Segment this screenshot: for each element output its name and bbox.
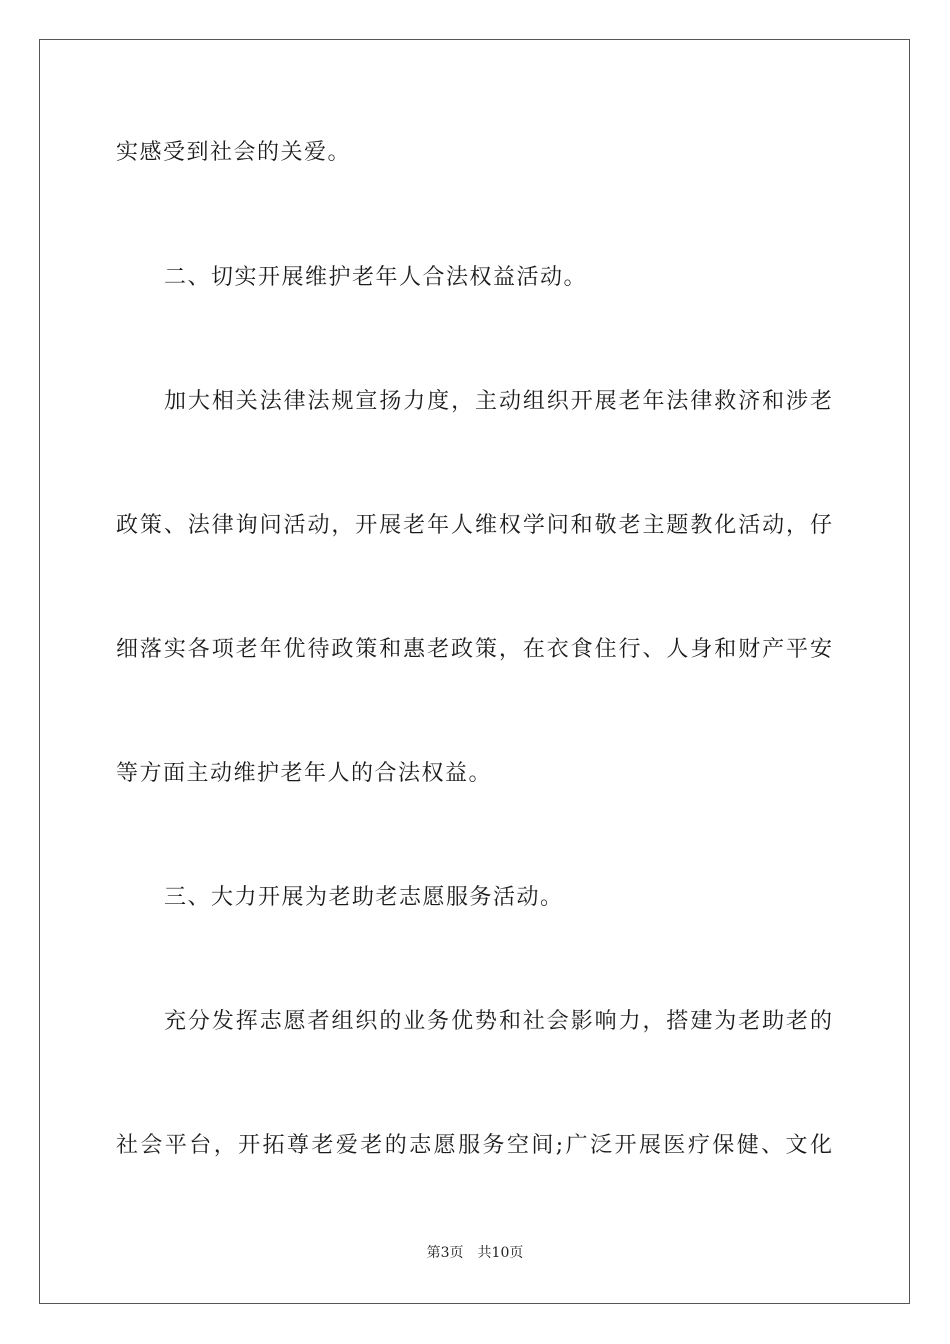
section-heading: 三、大力开展为老助老志愿服务活动。 [164,885,564,910]
page-border [39,39,910,1304]
paragraph-line: 政策、法律询问活动，开展老年人维权学问和敬老主题教化活动，仔 [116,513,832,538]
paragraph-line: 充分发挥志愿者组织的业务优势和社会影响力，搭建为老助老的 [164,1009,832,1034]
page-number: 第3页 [426,1245,464,1261]
section-heading: 二、切实开展维护老年人合法权益活动。 [164,265,588,290]
page-total: 共10页 [477,1245,524,1261]
paragraph-line: 实感受到社会的关爱。 [116,140,352,165]
paragraph-line: 等方面主动维护老年人的合法权益。 [116,761,493,786]
paragraph-line: 加大相关法律法规宣扬力度，主动组织开展老年法律救济和涉老 [164,389,832,414]
paragraph-line: 社会平台，开拓尊老爱老的志愿服务空间;广泛开展医疗保健、文化 [116,1133,832,1158]
paragraph-line: 细落实各项老年优待政策和惠老政策，在衣食住行、人身和财产平安 [116,637,832,662]
page-footer [0,1243,950,1263]
